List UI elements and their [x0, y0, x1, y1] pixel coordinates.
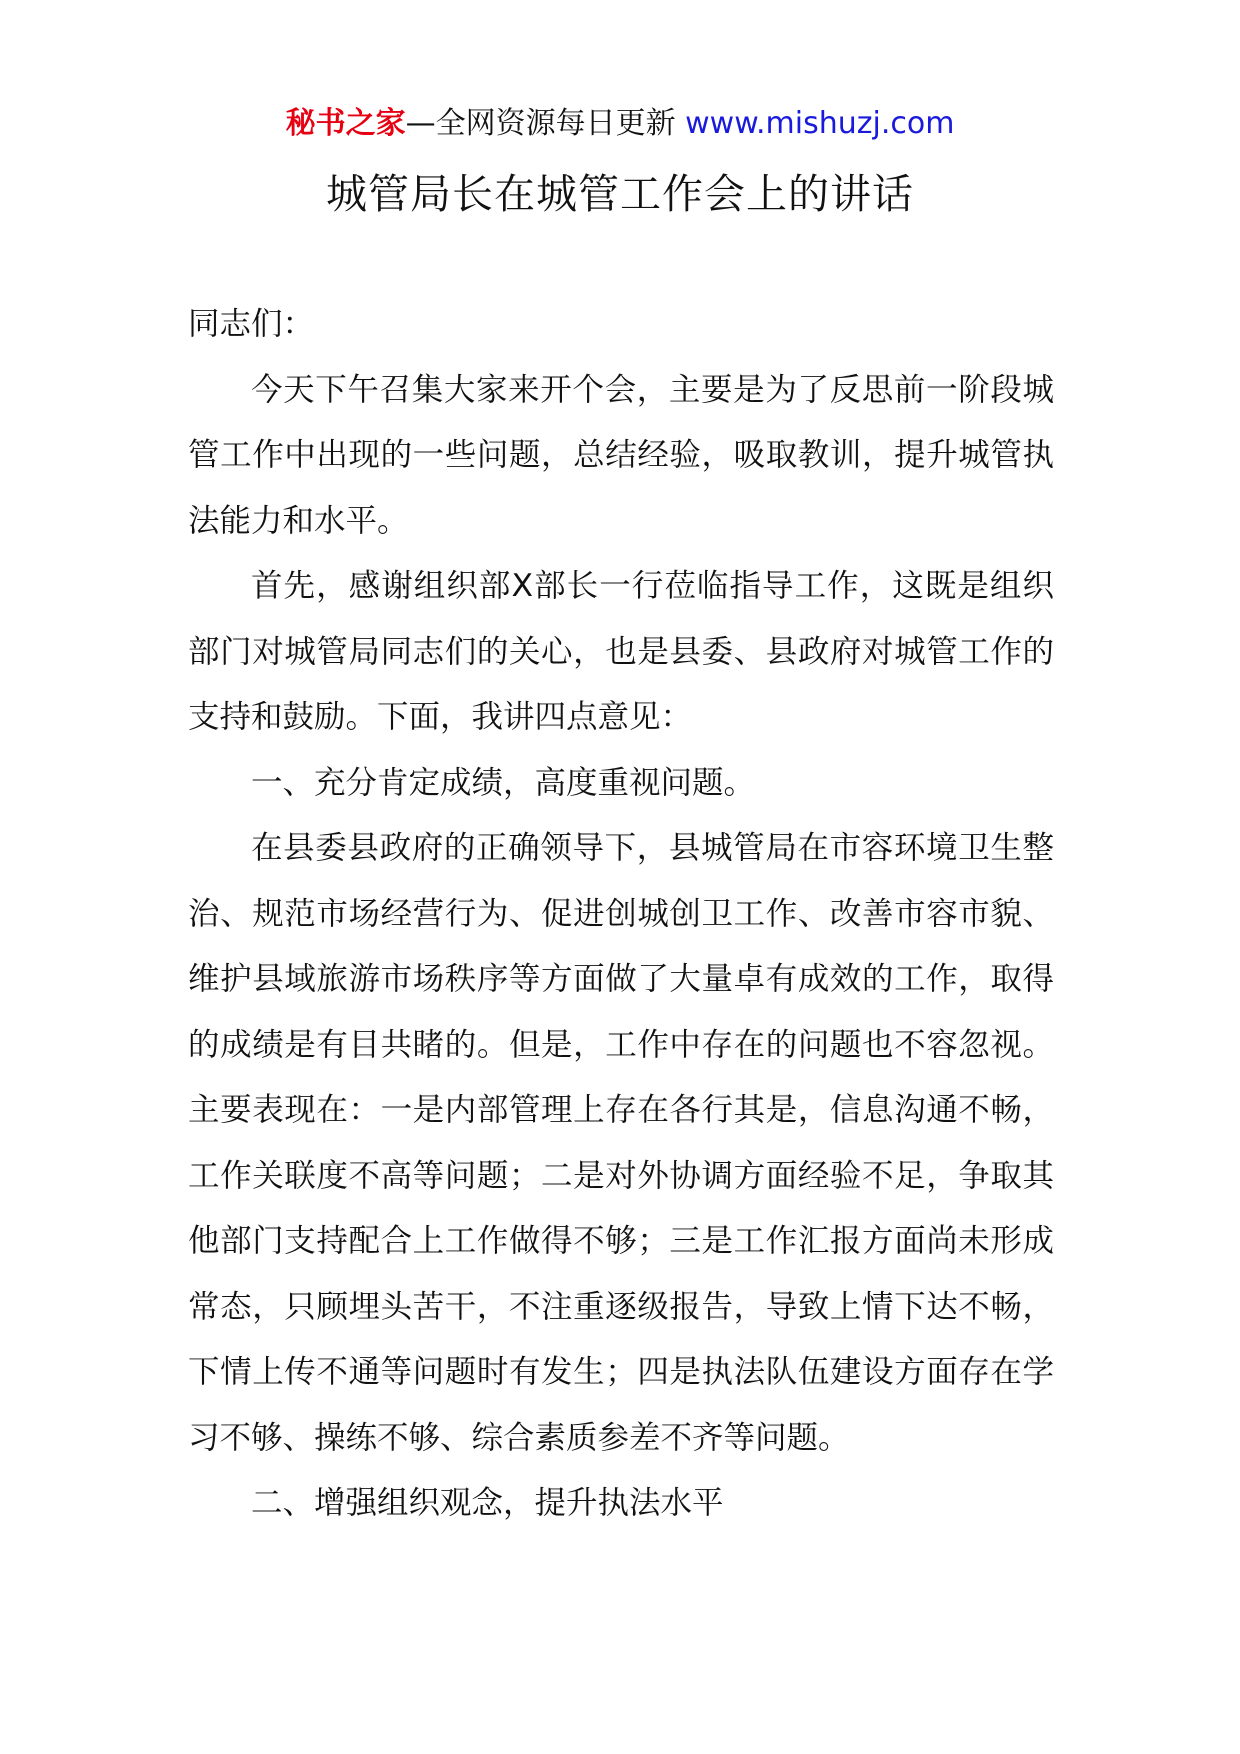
salutation: 同志们：	[188, 306, 315, 342]
document-title: 城管局长在城管工作会上的讲话	[326, 170, 914, 218]
paragraph-achievements: 在县委县政府的正确领导下，县城管局在市容环境卫生整治、规范市场经营行为、促进创城创卫工作、改善市容市貌、维护县域旅游市场秩序等方面做了大量卓有成效的工作，取得的成绩是有目共睹的。但是，工作中存在的问题也不容忽视。主要表现在：一是内部管理上存在各行其是，信息沟通不畅，工作关联度不高等问题；二是对外协调方面经验不足，争取其他部门支持配合上工作做得不够；三是工作汇报方面尚未形成常态，只顾埋头苦干，不注重逐级报告，导致上情下达不畅，下情上传不通等问题时有发生；四是执法队伍建设方面存在学习不够、操练不够、综合素质参差不齐等问题。	[188, 830, 1054, 1456]
section-heading-1: 一、充分肯定成绩，高度重视问题。	[251, 764, 756, 801]
paragraph-intro: 今天下午召集大家来开个会，主要是为了反思前一阶段城管工作中出现的一些问题，总结经验，吸取教训，提升城管执法能力和水平。	[188, 371, 1054, 539]
site-url-link[interactable]: www.mishuzj.com	[685, 106, 955, 141]
document-body	[188, 292, 1054, 1537]
section-heading-2: 二、增强组织观念，提升执法水平	[251, 1485, 724, 1521]
banner-tagline: —全网资源每日更新	[405, 106, 676, 141]
site-banner	[0, 100, 1240, 148]
paragraph-thanks: 首先，感谢组织部X部长一行莅临指导工作，这既是组织部门对城管局同志们的关心，也是县委、县政府对城管工作的支持和鼓励。下面，我讲四点意见：	[188, 568, 1054, 735]
brand-name: 秘书之家	[285, 106, 406, 141]
